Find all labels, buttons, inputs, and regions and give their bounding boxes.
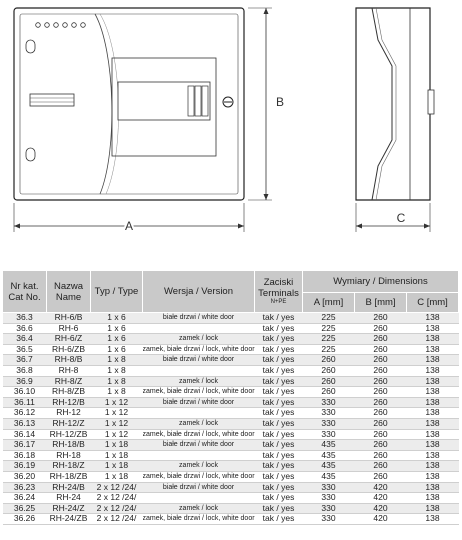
cell-dim-c: 138 [407, 397, 459, 408]
cell-version: zamek, białe drzwi / lock, white door [143, 514, 255, 525]
table-row [3, 514, 459, 525]
cell-terminals: tak / yes [255, 365, 303, 376]
cell-dim-c: 138 [407, 450, 459, 461]
header-terminals: Zaciski Terminals N+PE [255, 271, 303, 313]
cell-dim-a: 260 [303, 387, 355, 398]
table-row [3, 313, 459, 324]
dimension-label-c: C [396, 211, 406, 225]
cell-terminals: tak / yes [255, 482, 303, 493]
cell-dim-b: 260 [355, 376, 407, 387]
cell-dim-c: 138 [407, 323, 459, 334]
cell-version: zamek / lock [143, 503, 255, 514]
cell-terminals: tak / yes [255, 503, 303, 514]
cell-dim-c: 138 [407, 471, 459, 482]
cell-dim-b: 260 [355, 429, 407, 440]
cell-name: RH-18/ZB [47, 471, 91, 482]
cell-name: RH-12/B [47, 397, 91, 408]
side-hinge [428, 90, 434, 114]
specification-table [2, 270, 459, 525]
cell-cat-no: 36.19 [3, 461, 47, 472]
cell-cat-no: 36.23 [3, 482, 47, 493]
cell-dim-a: 330 [303, 503, 355, 514]
cell-version: białe drzwi / white door [143, 440, 255, 451]
cell-dim-c: 138 [407, 461, 459, 472]
cell-version: zamek, białe drzwi / lock, white door [143, 344, 255, 355]
table-row [3, 387, 459, 398]
cell-cat-no: 36.14 [3, 429, 47, 440]
cell-name: RH-8/Z [47, 376, 91, 387]
cell-name: RH-8 [47, 365, 91, 376]
cell-dim-b: 420 [355, 503, 407, 514]
cell-cat-no: 36.20 [3, 471, 47, 482]
cell-type: 1 x 6 [91, 323, 143, 334]
cell-dim-c: 138 [407, 429, 459, 440]
cell-dim-b: 260 [355, 471, 407, 482]
cell-dim-c: 138 [407, 334, 459, 345]
cell-name: RH-18/Z [47, 461, 91, 472]
cell-terminals: tak / yes [255, 323, 303, 334]
header-dim-b: B [mm] [355, 293, 407, 313]
table-row [3, 440, 459, 451]
table-row [3, 450, 459, 461]
cell-type: 1 x 6 [91, 313, 143, 324]
dimension-label-b: B [275, 95, 285, 109]
cell-type: 1 x 8 [91, 376, 143, 387]
cell-cat-no: 36.5 [3, 344, 47, 355]
table-row [3, 482, 459, 493]
cell-type: 1 x 8 [91, 365, 143, 376]
enclosure-technical-drawing [0, 0, 462, 262]
cell-cat-no: 36.6 [3, 323, 47, 334]
cell-dim-c: 138 [407, 493, 459, 504]
cell-terminals: tak / yes [255, 376, 303, 387]
cell-dim-b: 420 [355, 482, 407, 493]
cell-name: RH-8/B [47, 355, 91, 366]
cell-type: 1 x 12 [91, 397, 143, 408]
cell-dim-a: 225 [303, 313, 355, 324]
cell-terminals: tak / yes [255, 387, 303, 398]
cell-version: białe drzwi / white door [143, 355, 255, 366]
cell-dim-c: 138 [407, 418, 459, 429]
cell-type: 1 x 18 [91, 461, 143, 472]
cell-name: RH-6/ZB [47, 344, 91, 355]
cell-dim-a: 225 [303, 323, 355, 334]
cell-cat-no: 36.17 [3, 440, 47, 451]
cell-terminals: tak / yes [255, 355, 303, 366]
cell-dim-b: 260 [355, 334, 407, 345]
cell-cat-no: 36.8 [3, 365, 47, 376]
cell-dim-a: 260 [303, 376, 355, 387]
cell-dim-a: 260 [303, 365, 355, 376]
cell-dim-a: 330 [303, 429, 355, 440]
cell-name: RH-8/ZB [47, 387, 91, 398]
cell-dim-a: 435 [303, 471, 355, 482]
table-row [3, 355, 459, 366]
cell-dim-b: 420 [355, 514, 407, 525]
cell-cat-no: 36.13 [3, 418, 47, 429]
cell-dim-a: 225 [303, 344, 355, 355]
cell-dim-b: 260 [355, 418, 407, 429]
table-row [3, 334, 459, 345]
cell-dim-a: 330 [303, 418, 355, 429]
cell-dim-a: 330 [303, 493, 355, 504]
cell-name: RH-6/B [47, 313, 91, 324]
cell-dim-a: 435 [303, 450, 355, 461]
cell-dim-c: 138 [407, 387, 459, 398]
table-row [3, 365, 459, 376]
cell-dim-c: 138 [407, 503, 459, 514]
cell-terminals: tak / yes [255, 313, 303, 324]
cell-cat-no: 36.24 [3, 493, 47, 504]
table-row [3, 471, 459, 482]
enclosure-side-outline [356, 8, 430, 200]
cell-cat-no: 36.12 [3, 408, 47, 419]
cell-name: RH-24 [47, 493, 91, 504]
cell-name: RH-6/Z [47, 334, 91, 345]
table-row [3, 493, 459, 504]
cell-cat-no: 36.10 [3, 387, 47, 398]
cell-dim-b: 260 [355, 461, 407, 472]
cell-type: 1 x 6 [91, 334, 143, 345]
header-dim-c: C [mm] [407, 293, 459, 313]
cell-dim-c: 138 [407, 344, 459, 355]
cell-type: 1 x 6 [91, 344, 143, 355]
cell-dim-b: 260 [355, 365, 407, 376]
cell-dim-c: 138 [407, 440, 459, 451]
cell-type: 1 x 8 [91, 387, 143, 398]
cell-dim-c: 138 [407, 482, 459, 493]
cell-dim-c: 138 [407, 514, 459, 525]
table-body [3, 313, 459, 525]
cell-version [143, 323, 255, 334]
cell-dim-a: 260 [303, 355, 355, 366]
header-type: Typ / Type [91, 271, 143, 313]
cell-version: zamek / lock [143, 376, 255, 387]
cell-type: 2 x 12 /24/ [91, 493, 143, 504]
cell-type: 1 x 12 [91, 418, 143, 429]
cell-terminals: tak / yes [255, 450, 303, 461]
cell-cat-no: 36.3 [3, 313, 47, 324]
cell-type: 1 x 8 [91, 355, 143, 366]
cell-dim-b: 260 [355, 323, 407, 334]
cell-type: 1 x 18 [91, 471, 143, 482]
table-row [3, 429, 459, 440]
cell-name: RH-12/Z [47, 418, 91, 429]
cell-version [143, 450, 255, 461]
table-row [3, 418, 459, 429]
cell-dim-b: 260 [355, 344, 407, 355]
cell-type: 1 x 12 [91, 408, 143, 419]
cell-name: RH-24/ZB [47, 514, 91, 525]
cell-version [143, 493, 255, 504]
header-dimensions: Wymiary / Dimensions [303, 271, 459, 293]
table-row [3, 461, 459, 472]
cell-dim-c: 138 [407, 365, 459, 376]
cell-dim-a: 330 [303, 482, 355, 493]
table-row [3, 397, 459, 408]
cell-name: RH-24/Z [47, 503, 91, 514]
table-row [3, 376, 459, 387]
cell-type: 2 x 12 /24/ [91, 514, 143, 525]
din-rail [30, 94, 74, 106]
cell-version: białe drzwi / white door [143, 313, 255, 324]
cell-cat-no: 36.25 [3, 503, 47, 514]
cell-cat-no: 36.11 [3, 397, 47, 408]
cell-terminals: tak / yes [255, 440, 303, 451]
cell-name: RH-12 [47, 408, 91, 419]
cell-name: RH-24/B [47, 482, 91, 493]
cell-dim-a: 330 [303, 397, 355, 408]
cell-dim-b: 260 [355, 450, 407, 461]
dimension-label-a: A [124, 219, 134, 233]
cell-version: zamek, białe drzwi / lock, white door [143, 471, 255, 482]
cell-cat-no: 36.9 [3, 376, 47, 387]
cell-dim-a: 330 [303, 514, 355, 525]
cell-dim-a: 330 [303, 408, 355, 419]
header-dim-a: A [mm] [303, 293, 355, 313]
cell-type: 1 x 18 [91, 450, 143, 461]
table-row [3, 344, 459, 355]
cell-dim-a: 435 [303, 461, 355, 472]
cell-dim-b: 260 [355, 355, 407, 366]
cell-terminals: tak / yes [255, 418, 303, 429]
cell-name: RH-18 [47, 450, 91, 461]
cell-version [143, 365, 255, 376]
table-row [3, 323, 459, 334]
cell-terminals: tak / yes [255, 493, 303, 504]
cell-terminals: tak / yes [255, 471, 303, 482]
cell-version: zamek, białe drzwi / lock, white door [143, 387, 255, 398]
cell-dim-b: 260 [355, 408, 407, 419]
cell-version [143, 408, 255, 419]
cell-name: RH-18/B [47, 440, 91, 451]
cell-type: 1 x 12 [91, 429, 143, 440]
cell-cat-no: 36.4 [3, 334, 47, 345]
table-header [3, 271, 459, 313]
table-row [3, 408, 459, 419]
cell-dim-c: 138 [407, 408, 459, 419]
cell-version: zamek / lock [143, 334, 255, 345]
cell-version: białe drzwi / white door [143, 397, 255, 408]
cell-version: zamek / lock [143, 461, 255, 472]
cell-terminals: tak / yes [255, 397, 303, 408]
cell-dim-c: 138 [407, 355, 459, 366]
cell-dim-a: 435 [303, 440, 355, 451]
cell-cat-no: 36.7 [3, 355, 47, 366]
cell-dim-b: 260 [355, 397, 407, 408]
table-row [3, 503, 459, 514]
header-cat-no: Nr kat. Cat No. [3, 271, 47, 313]
header-version: Wersja / Version [143, 271, 255, 313]
cell-dim-b: 260 [355, 440, 407, 451]
cell-dim-a: 225 [303, 334, 355, 345]
cell-dim-c: 138 [407, 313, 459, 324]
breaker-window [118, 82, 210, 120]
header-name: Nazwa Name [47, 271, 91, 313]
cell-type: 2 x 12 /24/ [91, 482, 143, 493]
cell-terminals: tak / yes [255, 429, 303, 440]
cell-dim-b: 260 [355, 313, 407, 324]
cell-version: zamek, białe drzwi / lock, white door [143, 429, 255, 440]
cell-terminals: tak / yes [255, 334, 303, 345]
cell-type: 1 x 18 [91, 440, 143, 451]
cell-cat-no: 36.26 [3, 514, 47, 525]
cell-dim-b: 420 [355, 493, 407, 504]
cell-name: RH-12/ZB [47, 429, 91, 440]
cell-terminals: tak / yes [255, 514, 303, 525]
cell-version: białe drzwi / white door [143, 482, 255, 493]
cell-terminals: tak / yes [255, 461, 303, 472]
cell-terminals: tak / yes [255, 408, 303, 419]
cell-dim-b: 260 [355, 387, 407, 398]
cell-cat-no: 36.18 [3, 450, 47, 461]
cell-version: zamek / lock [143, 418, 255, 429]
cell-name: RH-6 [47, 323, 91, 334]
cell-type: 2 x 12 /24/ [91, 503, 143, 514]
cell-dim-c: 138 [407, 376, 459, 387]
cell-terminals: tak / yes [255, 344, 303, 355]
